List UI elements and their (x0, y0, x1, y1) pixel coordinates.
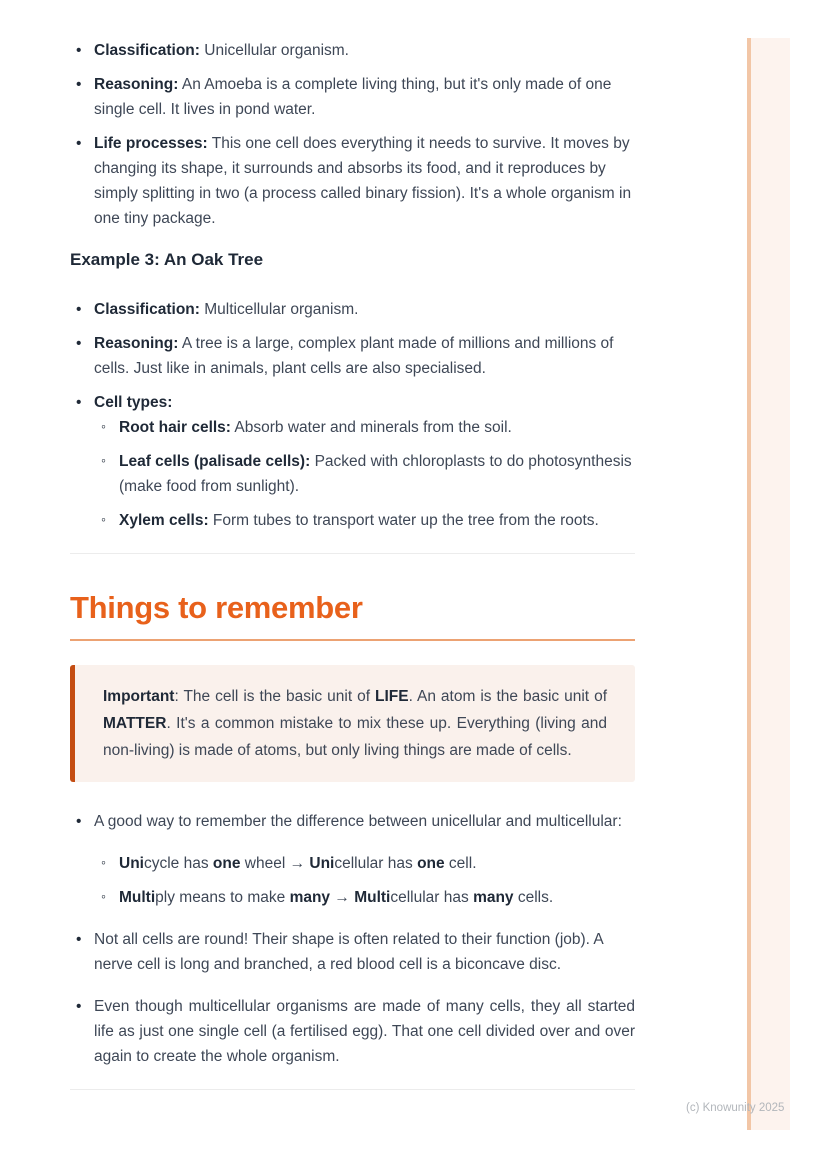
list-item-text: Classification: Unicellular organism. (94, 42, 349, 59)
list-item (94, 415, 635, 440)
copyright-watermark: (c) Knowunity 2025 (686, 1102, 785, 1114)
circle-bullet-icon: ◦ (101, 452, 106, 468)
disc-bullet-icon: • (76, 931, 82, 948)
example-3-heading: Example 3: An Oak Tree (70, 250, 264, 269)
list-item (70, 297, 635, 322)
list-item (70, 38, 635, 63)
list-item (70, 927, 635, 977)
list-item (70, 72, 635, 122)
list-item-text: Unicycle has one wheel → Unicellular has one cell. (119, 855, 477, 872)
disc-bullet-icon: • (76, 76, 82, 93)
list-item-text: Not all cells are round! Their shape is often related to their function (job). A nerve cell is long and branched, a red blood cell is a biconcave disc. (94, 931, 603, 973)
list-item-text: Even though multicellular organisms are made of many cells, they all started life as just one single cell (a fertilised egg). That one cell divided over and over again to create the whole organism. (94, 998, 635, 1065)
page-content (70, 0, 635, 1090)
list-item-text: A good way to remember the difference between unicellular and multicellular: (94, 813, 622, 830)
list-item-text: Xylem cells: Form tubes to transport water up the tree from the roots. (119, 512, 599, 529)
circle-bullet-icon: ◦ (101, 418, 106, 434)
list-item-text: Reasoning: A tree is a large, complex plant made of millions and millions of cells. Just like in animals, plant cells are also specialised. (94, 335, 614, 377)
amoeba-bullet-list (70, 38, 635, 231)
list-item (94, 885, 635, 910)
list-item (70, 994, 635, 1069)
disc-bullet-icon: • (76, 998, 82, 1015)
list-item-text: Root hair cells: Absorb water and minerals from the soil. (119, 419, 512, 436)
list-item-text: Leaf cells (palisade cells): Packed with chloroplasts to do photosynthesis (make food from sunlight). (119, 453, 632, 495)
things-to-remember-heading: Things to remember (70, 590, 635, 641)
callout-text: Important: The cell is the basic unit of LIFE. An atom is the basic unit of MATTER. It's a common mistake to mix these up. Everything (living and non-living) is made of atoms, but only living things are made of cells. (103, 688, 607, 759)
remember-bullet-list (70, 809, 635, 1069)
list-item (70, 809, 635, 910)
list-item-text: Classification: Multicellular organism. (94, 301, 359, 318)
bottom-divider (70, 1089, 635, 1090)
section-divider (70, 553, 635, 554)
disc-bullet-icon: • (76, 42, 82, 59)
list-item (94, 851, 635, 876)
list-item (70, 331, 635, 381)
list-item (70, 131, 635, 231)
cell-types-sublist (94, 415, 635, 533)
list-item (94, 508, 635, 533)
oak-bullet-list (70, 297, 635, 533)
disc-bullet-icon: • (76, 301, 82, 318)
disc-bullet-icon: • (76, 335, 82, 352)
list-item-text: Cell types: (94, 394, 173, 411)
list-item-text: Reasoning: An Amoeba is a complete living thing, but it's only made of one single cell. It lives in pond water. (94, 76, 612, 118)
list-item (70, 390, 635, 533)
page-edge-accent-fill (751, 38, 790, 1130)
circle-bullet-icon: ◦ (101, 888, 106, 904)
list-item-text: Multiply means to make many → Multicellular has many cells. (119, 889, 554, 906)
disc-bullet-icon: • (76, 394, 82, 411)
disc-bullet-icon: • (76, 135, 82, 152)
important-callout (70, 665, 635, 782)
list-item (94, 449, 635, 499)
circle-bullet-icon: ◦ (101, 511, 106, 527)
list-item-text: Life processes: This one cell does everything it needs to survive. It moves by changing its shape, it surrounds and absorbs its food, and it reproduces by simply splitting in two (a process called binary fission). It's a whole organism in one tiny package. (94, 135, 632, 227)
mnemonic-sublist (94, 851, 635, 910)
circle-bullet-icon: ◦ (101, 854, 106, 870)
disc-bullet-icon: • (76, 813, 82, 830)
